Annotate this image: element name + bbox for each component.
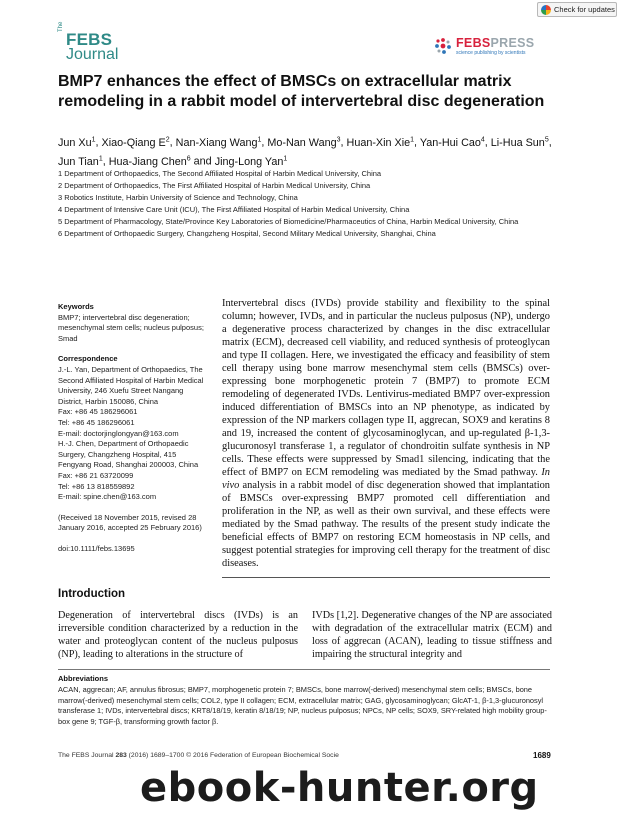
article-title: BMP7 enhances the effect of BMSCs on extracellular matrix remodeling in a rabbit model of intervertebral disc degeneration (58, 73, 545, 110)
author-name: Jun Xu (58, 136, 92, 149)
author (176, 137, 262, 149)
press-logo-febs: FEBS (456, 36, 491, 50)
febs-journal-logo (58, 21, 133, 66)
affiliation-line: 3 Robotics Institute, Harbin University of Science and Technology, China (58, 193, 298, 203)
author-affiliation-number: 1 (283, 155, 288, 163)
page-number: 1689 (533, 751, 551, 760)
author-list: Jun Xu$^1$, Xiao-Qiang $E^2$, Nan-Xiang Wang$^1$, Mo-Nan Wang$^3$, Huan-Xin Xie$^1$, Yan-Hui Cao$^4$, Li-Hua Sun$^5$, Jun Tian$^1$, Hua-Jiang Chen$^6$ and Jing-Long Yan$^1$ (58, 136, 552, 168)
correspondence-line: Fax: +86 45 186296061 (58, 407, 138, 417)
introduction-column-right: IVDs [1,2]. Degenerative changes of the NP are associated with degradation of the extracellular matrix (ECM) and loss of aggrecan (ACAN), leading to tissue stiffness and impairing the structural integrity and (312, 610, 552, 660)
correspondence-heading: Correspondence (58, 354, 118, 364)
author-affiliation-number: 1 (410, 136, 415, 143)
correspondence-details (58, 365, 210, 503)
introduction-heading: Introduction (58, 588, 126, 600)
watermark: ebook-hunter.org (140, 765, 539, 811)
keywords-block (58, 302, 210, 344)
author-name: Jun Tian (58, 155, 99, 168)
author-name: Nan-Xiang Wang (175, 136, 258, 149)
press-logo-tagline: science publishing by scientists (456, 50, 526, 56)
author-affiliation-number: 6 (186, 155, 191, 163)
author-name: Hua-Jiang Chen (108, 155, 187, 168)
footer-rest: (2016) 1689–1700 © 2016 Federation of European Biochemical Socie (126, 752, 339, 759)
febs-press-dots-icon (434, 37, 452, 55)
author (491, 137, 549, 149)
author (420, 137, 485, 149)
correspondence-line: Tel: +86 13 818559892 (58, 481, 135, 491)
author (347, 137, 415, 149)
abstract-part-2: analysis in a rabbit model of disc degeneration showed that implantation of BMSCs over-expressing BMP7 promoted cell differentiation and proliferation in the NP, as well as their own survival, and these effects were mediated by the Smad pathway. The results of the present study indicate the beneficial effects of BMP7 on restoring ECM homeostasis in NP cells, and suggest potential strategies for improving cell therapy for the treatment of disc diseases. (222, 480, 550, 569)
abbreviations-text: ACAN, aggrecan; AF, annulus fibrosus; BMP7, morphogenetic protein 7; BMSCs, bone marrow(-derived) mesenchymal stem cells; BMSCs, bone marrow(-derived) mesenchymal stem cells; COL2, type II collagen; ECM, extracellular matrix; GAG, glycosaminoglycan; GlcAT-1, β-1,3-glucuronosyl transferase 1; IVDs, intervertebral discs; KRT8/18/19, keratin 8/18/19; NP, nucleus pulposus; NPCs, NP cells; SOX9, SRY-related high mobility group-box gene 9; TGF-β, transforming growth factor β. (58, 685, 547, 726)
doi-link[interactable]: doi:10.1111/febs.13695 (58, 543, 135, 553)
author-affiliation-number: 4 (480, 136, 485, 143)
press-logo-press: PRESS (490, 36, 535, 50)
correspondence-block (58, 354, 210, 502)
abstract-in-vivo: In vivo (222, 467, 550, 491)
correspondence-line: Surgery, Changzheng Hospital, 415 (58, 449, 177, 459)
author-name: Mo-Nan Wang (267, 136, 337, 149)
author-name: Li-Hua Sun (490, 136, 545, 149)
author-affiliation-number: 3 (336, 136, 341, 143)
correspondence-line: E-mail: spine.chen@163.com (58, 492, 157, 502)
page-footer-citation (58, 752, 339, 759)
logo-journal: Journal (66, 46, 119, 63)
author (102, 137, 170, 149)
author-affiliation-number: 5 (544, 136, 549, 143)
correspondence-line: Fengyang Road, Shanghai 200003, China (58, 460, 199, 470)
author-name: Yan-Hui Cao (419, 136, 481, 149)
abstract-divider (222, 577, 550, 578)
check-updates-label: Check for updates (554, 5, 615, 14)
author (215, 156, 288, 168)
author-affiliation-number: 1 (257, 136, 262, 143)
author (58, 137, 96, 149)
correspondence-line: Fax: +86 21 63720099 (58, 470, 134, 480)
date-line: January 2016, accepted 25 February 2016) (58, 523, 202, 533)
affiliation-line: 2 Department of Orthopaedics, The First Affiliated Hospital of Harbin Medical University, China (58, 181, 371, 191)
correspondence-line: Second Affiliated Hospital of Harbin Medical (58, 375, 204, 385)
abbreviations-divider (58, 669, 550, 670)
febs-press-logo (434, 35, 544, 59)
logo-febs: FEBS (66, 30, 113, 49)
author-name: Huan-Xin Xie (346, 136, 411, 149)
author-name: Jing-Long Yan (214, 155, 284, 168)
date-line: (Received 18 November 2015, revised 28 (58, 512, 197, 522)
author (109, 156, 191, 168)
affiliation-line: 5 Department of Pharmacology, State/Province Key Laboratories of Biomedicine/Pharmaceutics of China, Harbin Medical University, China (58, 217, 519, 227)
correspondence-line: University, 246 Xuefu Street Nangang (58, 386, 184, 396)
footer-journal: The FEBS Journal (58, 752, 114, 759)
abstract-part-1: Intervertebral discs (IVDs) provide stability and flexibility to the spinal column; however, IVDs, and in particular the nucleus pulposus (NP), undergo a degenerative process characterized by changes in the disc extracellular matrix (ECM), decreased cell viability, and reduced synthesis of proteoglycan and type II collagen. Here, we investigated the efficacy and feasibility of stem cell therapy using bone marrow mesenchymal stem cells (BMSCs) over-expressing bone morphogenetic protein 7 (BMP7) to promote ECM remodeling of degenerated IVDs. Lentivirus-mediated BMP7 over-expression induced differentiation of BMSCs into an NP phenotype, as indicated by expression of the NP markers collagen type II, aggrecan, SOX9 and keratins 8 and 19, increased the content of glycosaminoglycan, and up-regulated β-1,3-glucuronosyl transferase 1, a regulator of chondroitin sulfate synthesis in NP cells. These effects were suppressed by Smad1 silencing, indicating that the effect of BMP7 on ECM remodeling was mediated by the Smad pathway. (222, 298, 550, 478)
correspondence-line: H.-J. Chen, Department of Orthopaedic (58, 439, 189, 449)
author (58, 156, 103, 168)
correspondence-line: District, Harbin 150086, China (58, 396, 159, 406)
author-name: Xiao-Qiang E (101, 136, 166, 149)
correspondence-line: E-mail: doctorjinglongyan@163.com (58, 428, 179, 438)
affiliation-list (58, 168, 578, 241)
author-affiliation-number: 1 (91, 136, 96, 143)
crossmark-icon (541, 5, 551, 15)
abstract (222, 297, 550, 570)
keyword-line: Smad (58, 333, 78, 343)
received-dates (58, 513, 210, 534)
affiliation-line: 1 Department of Orthopaedics, The Second Affiliated Hospital of Harbin Medical University, China (58, 169, 382, 178)
affiliation-line: 4 Department of Intensive Care Unit (ICU), The First Affiliated Hospital of Harbin Medical University, China (58, 205, 410, 215)
author (267, 137, 340, 149)
keyword-line: BMP7; intervertebral disc degeneration; (58, 312, 190, 322)
author-affiliation-number: 2 (165, 136, 170, 143)
article-info-sidebar (58, 302, 210, 554)
correspondence-line: Tel: +86 45 186296061 (58, 417, 135, 427)
check-for-updates-badge[interactable] (537, 2, 617, 17)
affiliation-line: 6 Department of Orthopaedic Surgery, Changzheng Hospital, Second Military Medical University, Shanghai, China (58, 229, 436, 239)
correspondence-line: J.-L. Yan, Department of Orthopaedics, The (58, 364, 203, 374)
keywords-heading: Keywords (58, 302, 94, 311)
author-affiliation-number: 1 (98, 155, 103, 163)
keywords-list (58, 313, 210, 345)
abbreviations-heading: Abbreviations (58, 674, 109, 683)
keyword-line: mesenchymal stem cells; nucleus pulposus; (58, 323, 204, 333)
introduction-column-left: Degeneration of intervertebral discs (IVDs) is an irreversible condition characterized by a reduction in the water and proteoglycan content of the nucleus pulposus (NP), leading to alterations in the structure of (58, 610, 298, 660)
footer-volume: 283 (115, 752, 127, 759)
logo-the: The (58, 21, 64, 32)
